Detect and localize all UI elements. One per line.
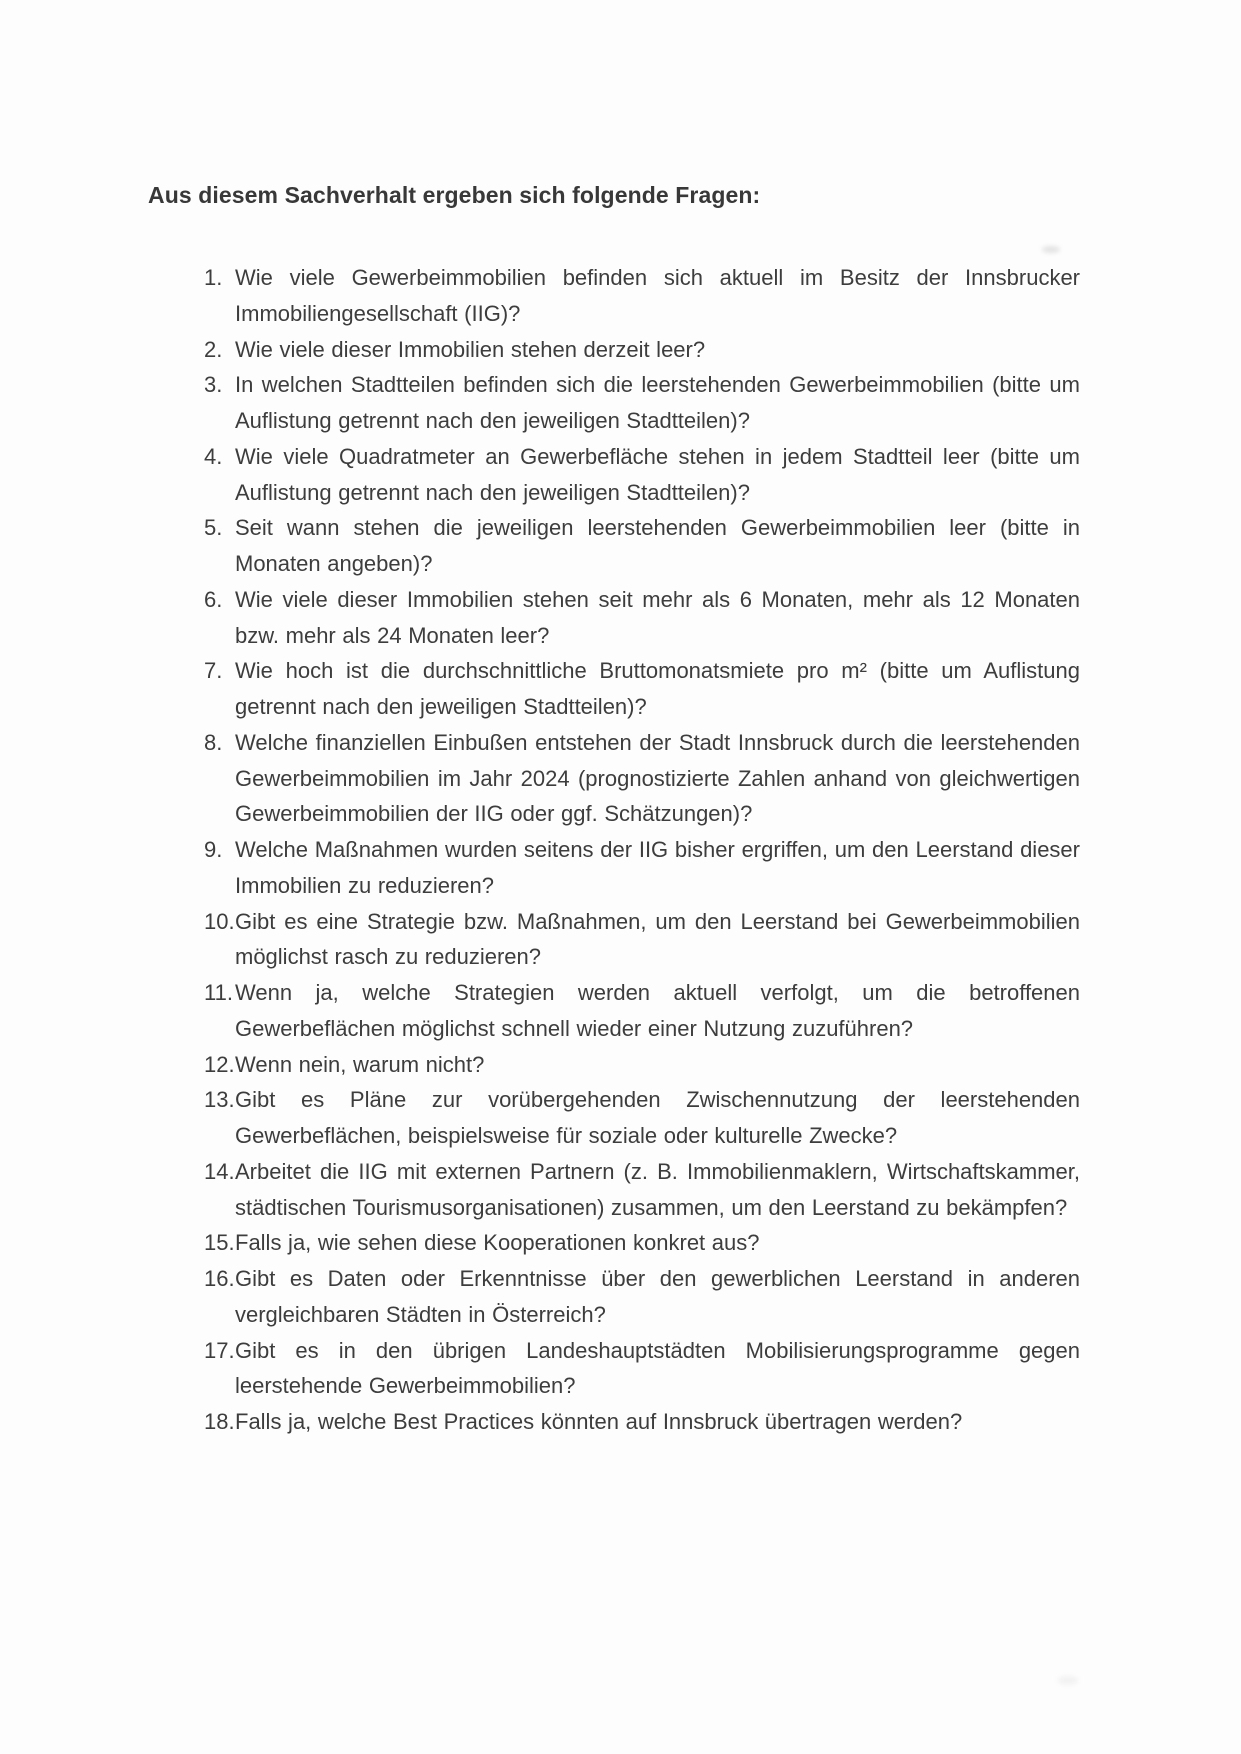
question-item bbox=[204, 1333, 1080, 1405]
question-item bbox=[204, 653, 1080, 725]
question-number: 7. bbox=[204, 658, 223, 684]
question-item bbox=[204, 510, 1080, 582]
question-number: 16. bbox=[204, 1266, 235, 1291]
document-heading: Aus diesem Sachverhalt ergeben sich folgende Fragen: bbox=[148, 182, 761, 208]
question-item bbox=[204, 1225, 1080, 1261]
question-item bbox=[204, 332, 1080, 368]
question-number: 9. bbox=[204, 837, 223, 862]
question-item bbox=[204, 975, 1080, 1047]
question-text: Gibt es in den übrigen Landeshauptstädten Mobilisierungsprogramme gegen leerstehende Gewerbeimmobilien? bbox=[235, 1337, 1080, 1399]
question-text: Wenn ja, welche Strategien werden aktuell verfolgt, um die betroffenen Gewerbeflächen möglichst schnell wieder einer Nutzung zuzuführen? bbox=[235, 980, 1080, 1041]
question-text: Falls ja, welche Best Practices könnten auf Innsbruck übertragen werden? bbox=[235, 1409, 963, 1434]
question-text: Gibt es Daten oder Erkenntnisse über den gewerblichen Leerstand in anderen vergleichbaren Städten in Österreich? bbox=[235, 1266, 1080, 1327]
question-number: 12. bbox=[204, 1051, 235, 1077]
question-text: Wie viele Gewerbeimmobilien befinden sich aktuell im Besitz der Innsbrucker Immobiliengesellschaft (IIG)? bbox=[235, 265, 1080, 326]
question-number: 17. bbox=[204, 1337, 235, 1363]
question-item bbox=[204, 1082, 1080, 1154]
question-number: 14. bbox=[204, 1158, 235, 1184]
question-number: 4. bbox=[204, 443, 223, 469]
question-number: 8. bbox=[204, 729, 223, 755]
question-text: Arbeitet die IIG mit externen Partnern (z. B. Immobilienmaklern, Wirtschaftskammer, städtischen Tourismusorganisationen) zusammen, um den Leerstand zu bekämpfen? bbox=[235, 1158, 1080, 1220]
question-text: Wenn nein, warum nicht? bbox=[235, 1051, 485, 1077]
question-number: 18. bbox=[204, 1409, 235, 1434]
question-text: Wie hoch ist die durchschnittliche Bruttomonatsmiete pro m² (bitte um Auflistung getrennt nach den jeweiligen Stadtteilen)? bbox=[235, 658, 1080, 719]
question-item bbox=[204, 1404, 1080, 1440]
question-item bbox=[204, 1047, 1080, 1083]
question-item bbox=[204, 260, 1080, 332]
question-item bbox=[204, 832, 1080, 904]
question-item bbox=[204, 582, 1080, 654]
question-number: 13. bbox=[204, 1087, 235, 1113]
question-item bbox=[204, 439, 1080, 511]
question-text: In welchen Stadtteilen befinden sich die leerstehenden Gewerbeimmobilien (bitte um Auflistung getrennt nach den jeweiligen Stadtteilen)? bbox=[235, 372, 1080, 433]
question-text: Welche finanziellen Einbußen entstehen der Stadt Innsbruck durch die leerstehenden Gewerbeimmobilien im Jahr 2024 (prognostizierte Zahlen anhand von gleichwertigen Gewerbeimmobilien der IIG oder ggf. Schätzungen)? bbox=[235, 729, 1080, 827]
question-number: 6. bbox=[204, 586, 223, 612]
question-number: 5. bbox=[204, 515, 223, 541]
question-text: Gibt es Pläne zur vorübergehenden Zwischennutzung der leerstehenden Gewerbeflächen, beispielsweise für soziale oder kulturelle Zwecke? bbox=[235, 1087, 1080, 1148]
question-item bbox=[204, 904, 1080, 976]
question-number: 2. bbox=[204, 336, 223, 362]
question-text: Gibt es eine Strategie bzw. Maßnahmen, um den Leerstand bei Gewerbeimmobilien möglichst rasch zu reduzieren? bbox=[235, 908, 1080, 970]
question-number: 1. bbox=[204, 265, 223, 290]
question-text: Falls ja, wie sehen diese Kooperationen konkret aus? bbox=[235, 1230, 760, 1256]
question-item bbox=[204, 367, 1080, 439]
question-text: Wie viele Quadratmeter an Gewerbefläche stehen in jedem Stadtteil leer (bitte um Auflistung getrennt nach den jeweiligen Stadtteilen)? bbox=[235, 443, 1080, 505]
question-number: 10. bbox=[204, 908, 235, 934]
question-list bbox=[204, 260, 1080, 1440]
question-number: 15. bbox=[204, 1230, 235, 1256]
question-item bbox=[204, 1154, 1080, 1226]
question-number: 11. bbox=[204, 980, 233, 1005]
question-text: Seit wann stehen die jeweiligen leerstehenden Gewerbeimmobilien leer (bitte in Monaten angeben)? bbox=[235, 515, 1080, 576]
question-number: 3. bbox=[204, 372, 223, 398]
question-item bbox=[204, 1261, 1080, 1333]
question-item bbox=[204, 725, 1080, 832]
question-text: Wie viele dieser Immobilien stehen seit mehr als 6 Monaten, mehr als 12 Monaten bzw. mehr als 24 Monaten leer? bbox=[235, 586, 1080, 648]
question-text: Welche Maßnahmen wurden seitens der IIG bisher ergriffen, um den Leerstand dieser Immobilien zu reduzieren? bbox=[235, 837, 1080, 898]
scan-artifact-smudge bbox=[1058, 1676, 1078, 1685]
question-text: Wie viele dieser Immobilien stehen derzeit leer? bbox=[235, 336, 706, 362]
scan-artifact-smudge bbox=[1042, 246, 1060, 253]
